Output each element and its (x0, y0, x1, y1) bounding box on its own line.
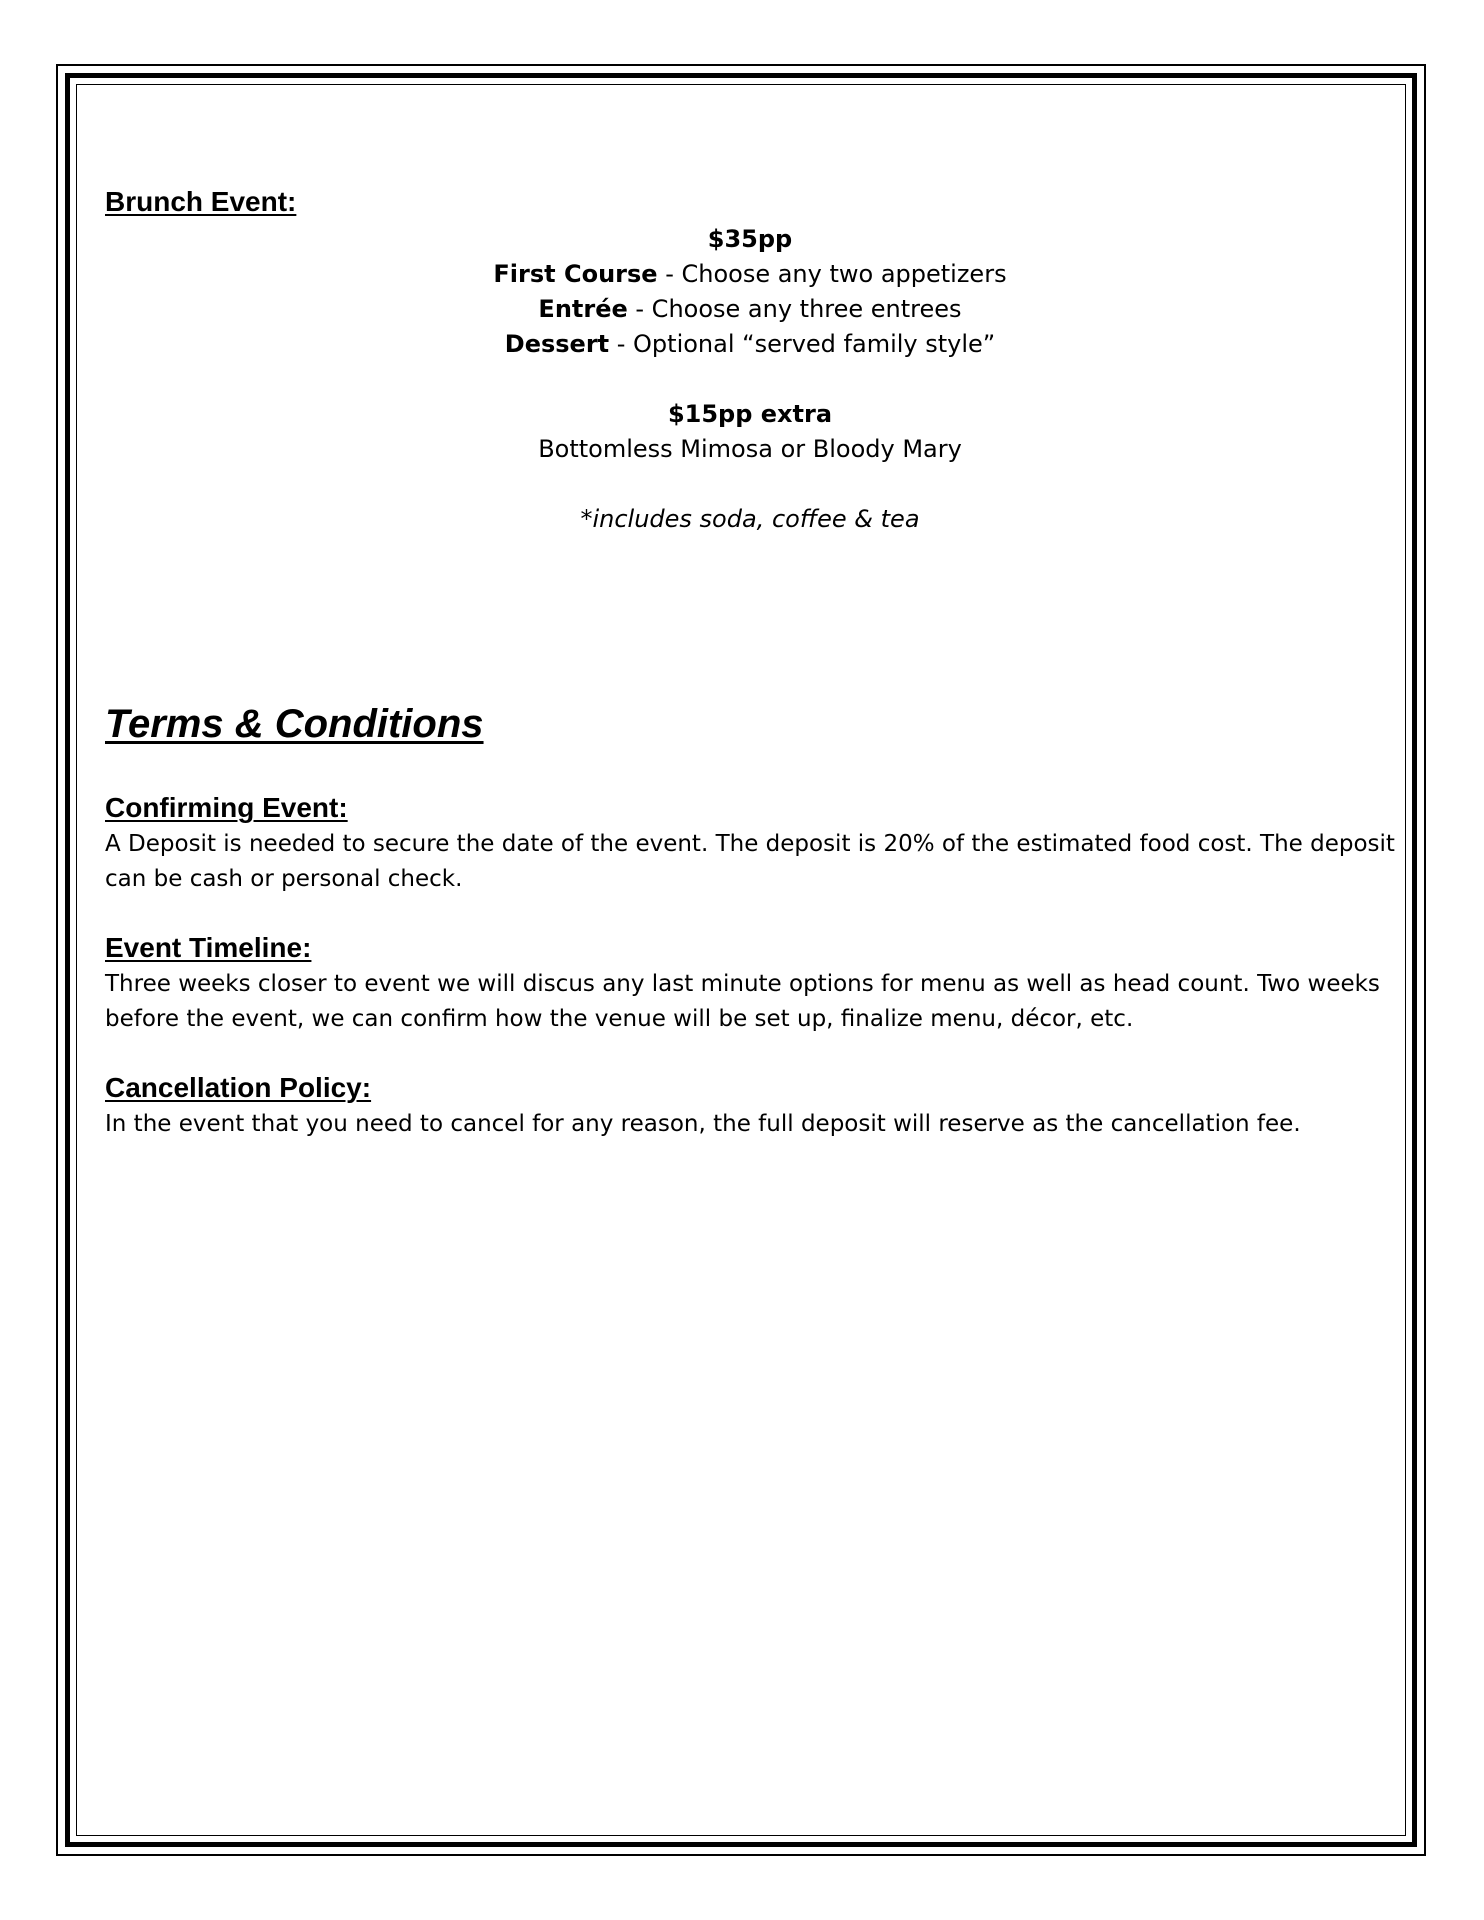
includes-note: *includes soda, coffee & tea (580, 505, 920, 533)
confirming-event-text: A Deposit is needed to secure the date of the event. The deposit is 20% of the estimated food cost. The deposit can be cash or personal check. (105, 831, 1395, 892)
menu-spacer (105, 467, 1395, 502)
confirming-event-heading: Confirming Event: (105, 792, 348, 823)
brunch-price: $35pp (707, 225, 793, 253)
dessert-text: - Optional “served family style” (609, 330, 996, 358)
brunch-event-heading: Brunch Event: (105, 186, 297, 217)
cancellation-policy-text: In the event that you need to cancel for any reason, the full deposit will reserve as the cancellation fee. (105, 1111, 1301, 1137)
brunch-menu (105, 222, 1395, 537)
event-timeline-text: Three weeks closer to event we will discus any last minute options for menu as well as head count. Two weeks before the event, we can confirm how the venue will be set up, finalize menu, décor, etc. (105, 971, 1380, 1032)
event-timeline-heading: Event Timeline: (105, 932, 312, 963)
entree-line (105, 292, 1395, 327)
entree-text: - Choose any three entrees (627, 295, 962, 323)
terms-title: Terms & Conditions (105, 702, 484, 746)
menu-spacer (105, 362, 1395, 397)
first-course-label: First Course (493, 260, 658, 288)
cancellation-policy-heading: Cancellation Policy: (105, 1072, 372, 1103)
first-course-line (105, 257, 1395, 292)
extra-price: $15pp extra (667, 400, 833, 428)
first-course-text: - Choose any two appetizers (657, 260, 1007, 288)
extra-drinks: Bottomless Mimosa or Bloody Mary (538, 435, 962, 463)
dessert-line (105, 327, 1395, 362)
entree-label: Entrée (538, 295, 628, 323)
dessert-label: Dessert (504, 330, 610, 358)
